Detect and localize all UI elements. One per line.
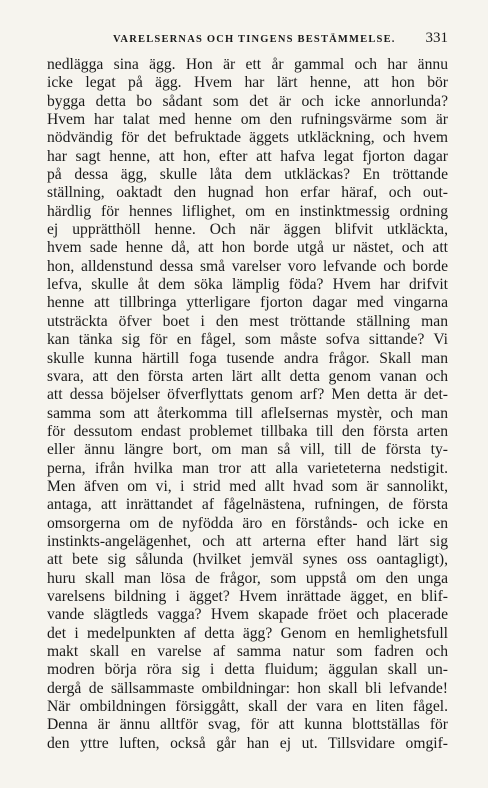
running-head [113,30,448,52]
text-line: lefva, skulle åt dem söka lämplig föda? Hvem har drifvit [47,276,448,294]
text-line: nödvändig för det befruktade äggets utkläckning, och hvem [47,129,448,147]
text-line: Men äfven om vi, i strid med allt hvad som är sannolikt, [47,477,448,495]
text-line: att dessa böjelser öfverflyttats genom arf? Men detta är det- [47,386,448,404]
text-line: samma som att återkomma till afleIsernas mystèr, och man [47,404,448,422]
text-line: huru skall man lösa de frågor, som uppstå om den unga [47,569,448,587]
text-line: den yttre luften, också går han ej ut. Tillsvidare omgif- [47,734,448,752]
text-line: på dessa ägg, skulle låta dem utkläckas? En tröttande [47,166,448,184]
text-line: att bete sig sålunda (hvilket jemväl synes oss oantagligt), [47,551,448,569]
text-line: modren börja röra sig i detta fluidum; äggulan skall un- [47,661,448,679]
text-line: hon, alldenstund dessa små varelser voro lefvande och borde [47,257,448,275]
text-line: dergå de sällsammaste ombildningar: hon skall bli lefvande! [47,679,448,697]
page-number: 331 [425,30,448,46]
text-line: Denna är ännu alltför svag, för att kunna blottställas för [47,716,448,734]
running-title: VARELSERNAS OCH TINGENS BESTÄMMELSE. [113,34,396,45]
text-line: utsträckta öfver boet i den mest tröttande ställning man [47,312,448,330]
text-line: nedlägga sina ägg. Hon är ett år gammal och har ännu [47,56,448,73]
text-line: När ombildningen försiggått, skall der vara en liten fågel. [47,698,448,716]
text-line: skulle kunna härtill foga tusende andra frågor. Skall man [47,349,448,367]
text-line: härdlig för hennes liflighet, om en instinktmessig ordning [47,202,448,220]
text-line: svara, att den första arten lärt allt detta genom vanan och [47,367,448,385]
text-line: ställning, oaktadt den hugnad hon erfar häraf, och out- [47,184,448,202]
text-line: instinkts-angelägenhet, och att arterna efter hand lärt sig [47,532,448,550]
text-line: det i medelpunkten af detta ägg? Genom en hemlighetsfull [47,624,448,642]
text-line: ej upprätthöll henne. Och när äggen blifvit utkläckta, [47,221,448,239]
text-line: för dessutom endast problemet tillbaka till den första arten [47,422,448,440]
body-text [47,56,448,753]
text-line: Hvem har talat med henne om den rufningsvärme som är [47,111,448,129]
text-line: omsorgerna om de nyfödda äro en förstånds- och icke en [47,514,448,532]
text-line: icke legat på ägg. Hvem har lärt henne, att hon bör [47,74,448,92]
text-line: perna, ifrån hvilka man tror att alla varieteterna nedstigit. [47,459,448,477]
text-line: vande slägtleds vagga? Hvem skapade fröet och placerade [47,606,448,624]
text-line: bygga detta bo sådant som det är och icke annorlunda? [47,92,448,110]
text-line: kan tänka sig för en fågel, som måste sofva sittande? Vi [47,331,448,349]
text-line: henne att tillbringa ytterligare fjorton dagar med vingarna [47,294,448,312]
text-line: makt skall en varelse af samma natur som fadren och [47,643,448,660]
text-line: eller ännu längre bort, om man så vill, till de första ty- [47,441,448,459]
text-line: har sagt henne, att hon, efter att hafva legat fjorton dagar [47,147,448,165]
text-line: antaga, att inrättandet af fågelnästena, rufningen, de första [47,496,448,514]
text-line: hvem sade henne då, att hon borde utgå ur nästet, och att [47,239,448,257]
text-line: varelsens bildning i ägget? Hvem inrättade ägget, en blif- [47,587,448,605]
